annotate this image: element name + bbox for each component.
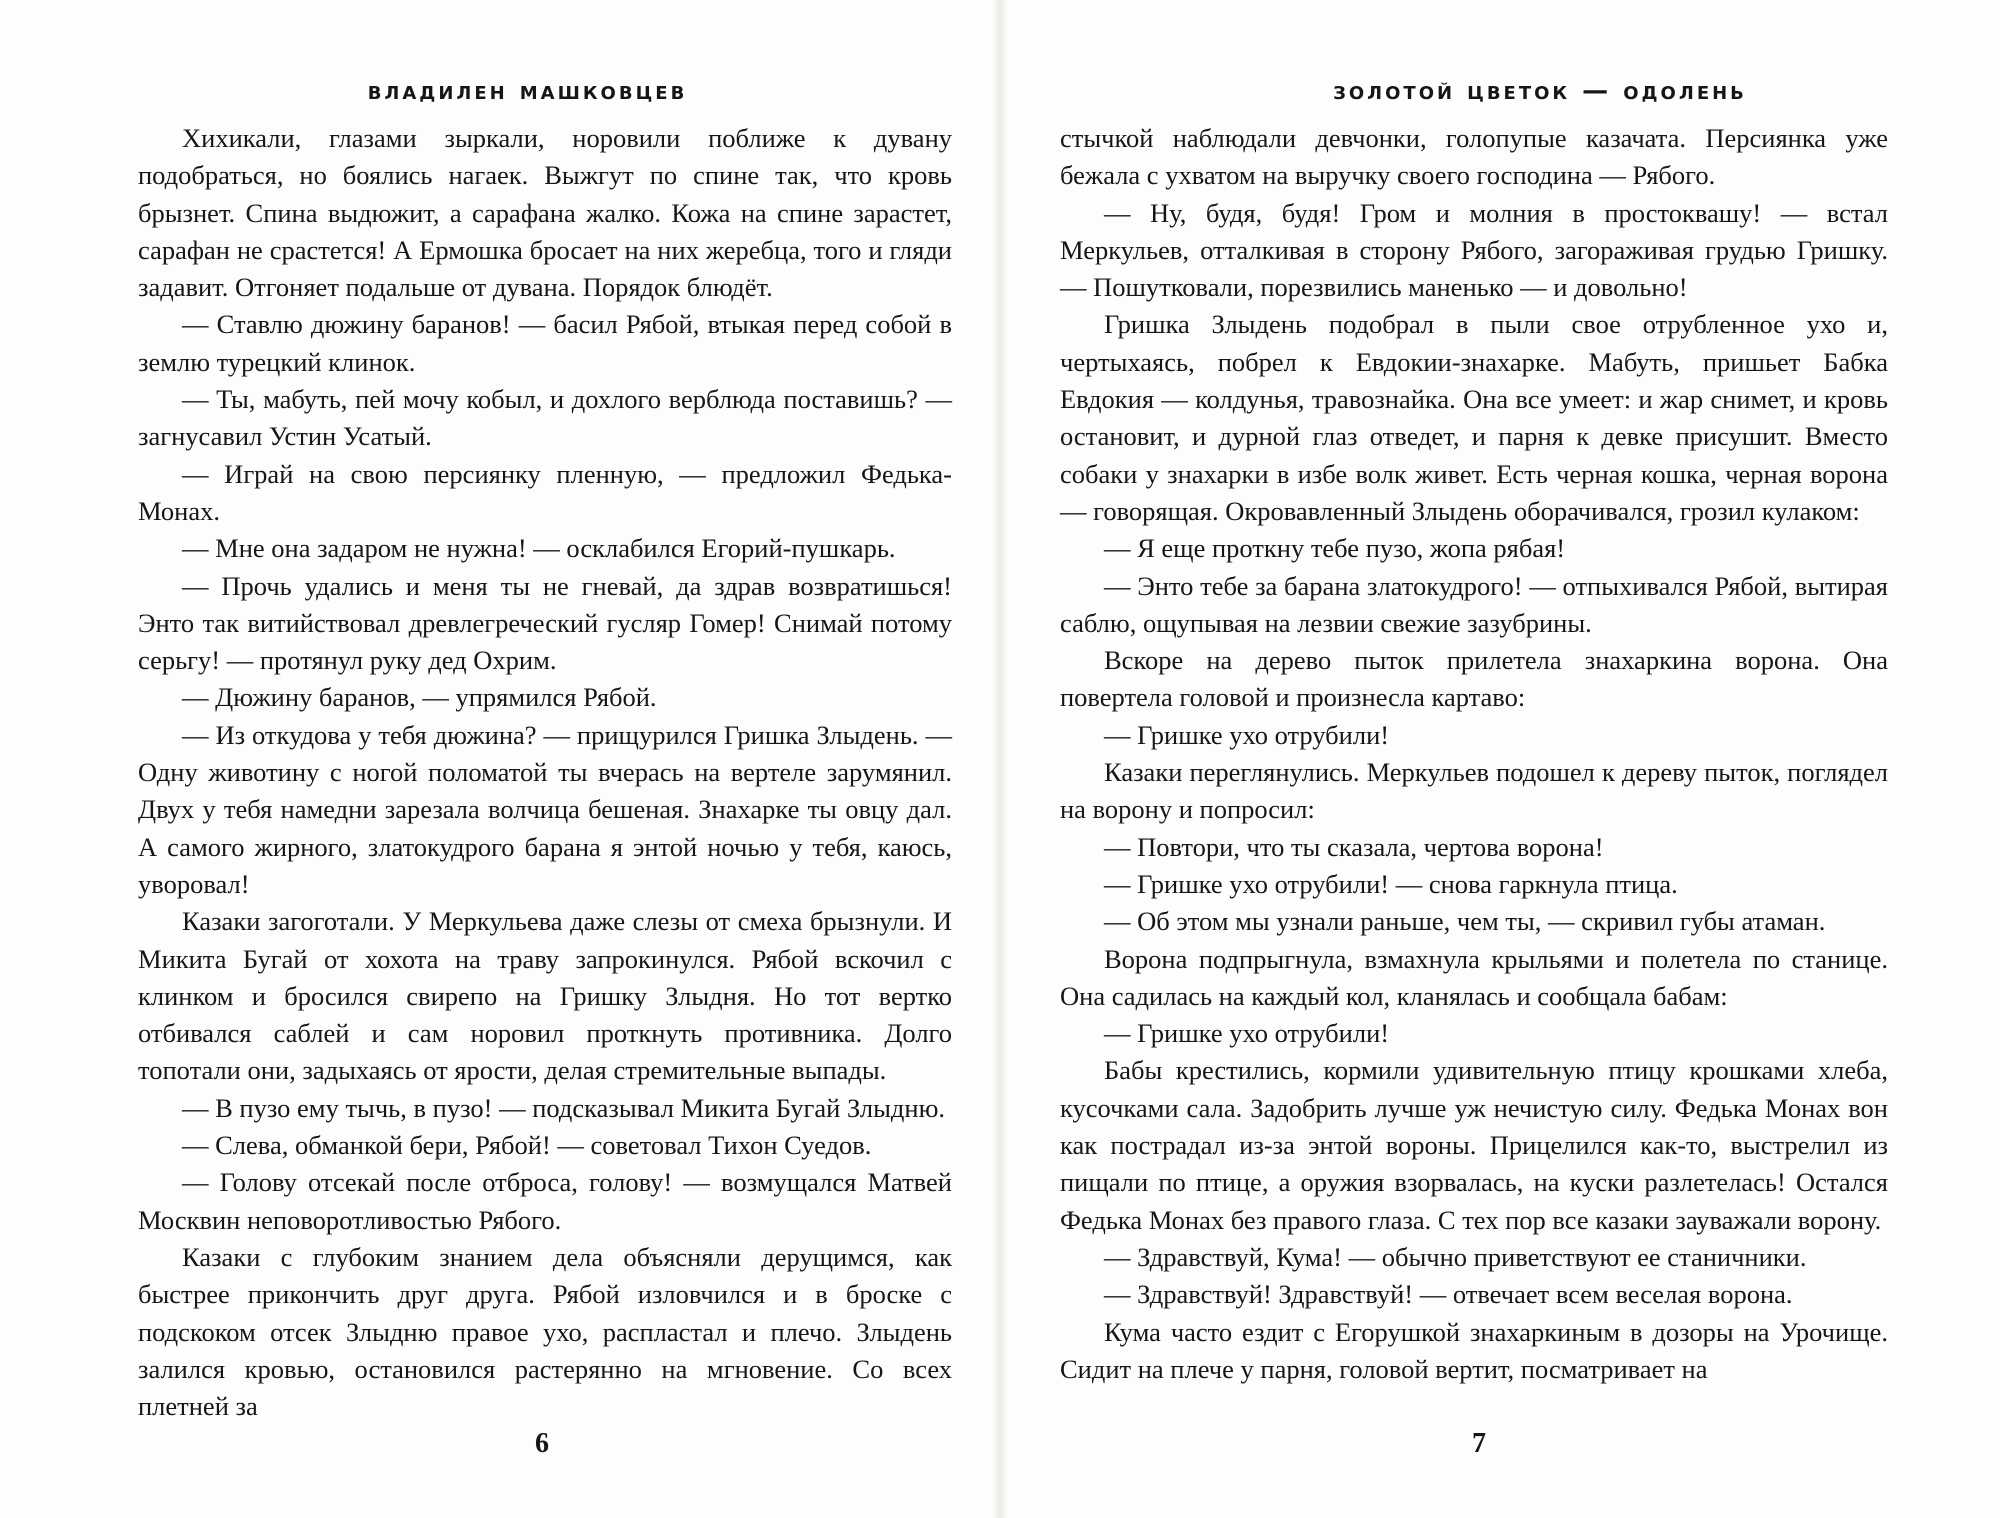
paragraph: — Слева, обманкой бери, Рябой! — советовал Тихон Суедов. [182,1130,872,1161]
paragraph: Гришка Злыдень подобрал в пыли свое отрубленное ухо и, чертыхаясь, побрел к Евдокии-знахарке. Мабуть, пришьет Бабка Евдокия — колдунья, травознайка. Она все умеет: и жар снимет, и кровь остановит, и дурной глаз отведет, и парня к девке присушит. Вместо собаки у знахарки в избе волк живет. Есть черная кошка, черная ворона — говорящая. Окровавленный Злыдень оборачивался, грозил кулаком: [1060,309,1888,526]
paragraph: — Голову отсекай после отброса, голову! — возмущался Матвей Москвин неповоротливостью Рябого. [138,1167,952,1235]
paragraph: — Мне она задаром не нужна! — осклабился Егорий-пушкарь. [182,533,896,564]
paragraph: Казаки загоготали. У Меркульева даже слезы от смеха брызнули. И Микита Бугай от хохота на траву запрокинулся. Рябой вскочил с клинком и бросился свирепо на Гришку Злыдня. Но тот вертко отбивался саблей и сам норовил проткнуть противника. Долго топотали они, задыхаясь от ярости, делая стремительные выпады. [138,906,952,1086]
continued-paragraph: стычкой наблюдали девчонки, голопупые казачата. Персиянка уже бежала с ухватом на выручку своего господина — Рябого. [1060,123,1888,191]
paragraph: — Об этом мы узнали раньше, чем ты, — скривил губы атаман. [1104,906,1826,937]
paragraph: — Здравствуй, Кума! — обычно приветствуют ее станичники. [1104,1241,1807,1272]
paragraph: — Ставлю дюжину баранов! — басил Рябой, втыкая перед собой в землю турецкий клинок. [138,309,952,377]
paragraph: Хихикали, глазами зыркали, норовили поближе к дувану подобраться, но боялись нагаек. Выжгут по спине так, что кровь брызнет. Спина выдюжит, а сарафана жалко. Кожа на спине зарастет, сарафан не срастется! А Ермошка бросает на них жеребца, того и гляди задавит. Отгоняет подальше от дувана. Порядок блюдёт. [138,123,952,303]
paragraph: Кума часто ездит с Егорушкой знахаркиным в дозоры на Урочище. Сидит на плече у парня, головой вертит, посматривает на [1060,1316,1888,1384]
right-page [1000,0,2000,1518]
paragraph: Бабы крестились, кормили удивительную птицу крошками хлеба, кусочками сала. Задобрить лучше уж нечистую силу. Федька Монах вон как пострадал из-за энтой вороны. Прицелился как-то, выстрелил из пищали по птице, а оружия взорвалась, на куски разлетелась! Остался Федька Монах без правого глаза. С тех пор все казаки зауважали ворону. [1060,1055,1888,1235]
page-number: 6 [535,1428,549,1459]
paragraph: — Играй на свою персиянку пленную, — предложил Федька-Монах. [138,458,952,526]
body-text [138,120,952,1425]
paragraph: — Здравствуй! Здравствуй! — отвечает всем веселая ворона. [1104,1279,1793,1310]
paragraph: — Гришке ухо отрубили! — снова гаркнула птица. [1104,868,1678,899]
paragraph: — Гришке ухо отрубили! [1104,1018,1390,1049]
paragraph: — Прочь удались и меня ты не гневай, да здрав возвратишься! Энто так витийствовал древлегреческий гусляр Гомер! Снимай потому серьгу! — протянул руку дед Охрим. [138,570,952,676]
paragraph: Ворона подпрыгнула, взмахнула крыльями и полетела по станице. Она садилась на каждый кол, кланялась и сообщала бабам: [1060,943,1888,1011]
paragraph: — Дюжину баранов, — упрямился Рябой. [182,682,657,713]
body-text [1060,120,1888,1388]
paragraph: — Из откудова у тебя дюжина? — прищурился Гришка Злыдень. — Одну животину с ногой поломатой ты вчерась на вертеле зарумянил. Двух у тебя намедни зарезала волчица бешеная. Знахарке ты овцу дал. А самого жирного, златокудрого барана я энтой ночью у тебя, каюсь, уворовал! [138,719,952,899]
paragraph: Вскоре на дерево пыток прилетела знахаркина ворона. Она повертела головой и произнесла картаво: [1060,645,1888,713]
paragraph: — Я еще проткну тебе пузо, жопа рябая! [1104,533,1566,564]
paragraph: Казаки переглянулись. Меркульев подошел к дереву пыток, поглядел на ворону и попросил: [1060,757,1888,825]
paragraph: — Гришке ухо отрубили! [1104,719,1390,750]
paragraph: Казаки с глубоким знанием дела объясняли дерущимся, как быстрее прикончить друг друга. Рябой изловчился и в броске с подскоком отсек Злыдню правое ухо, распластал и плечо. Злыдень залился кровью, остановился растерянно на мгновение. Со всех плетней за [138,1241,952,1422]
running-head-author: владилен машковцев [367,76,688,106]
paragraph: — Ты, мабуть, пей мочу кобыл, и дохлого верблюда поставишь? — загнусавил Устин Усатый. [138,384,952,452]
running-head-title: золотой цветок — одолень [1333,76,1747,106]
paragraph: — В пузо ему тычь, в пузо! — подсказывал Микита Бугай Злыдню. [182,1092,946,1123]
paragraph: — Повтори, что ты сказала, чертова ворона! [1104,831,1604,862]
page-number: 7 [1472,1428,1486,1459]
paragraph: — Энто тебе за барана златокудрого! — отпыхивался Рябой, вытирая саблю, ощупывая на лезвии свежие зазубрины. [1060,570,1888,638]
paragraph: — Ну, будя, будя! Гром и молния в простоквашу! — встал Меркульев, отталкивая в сторону Рябого, загораживая грудью Гришку. — Пошутковали, порезвились маненько — и довольно! [1060,197,1888,303]
